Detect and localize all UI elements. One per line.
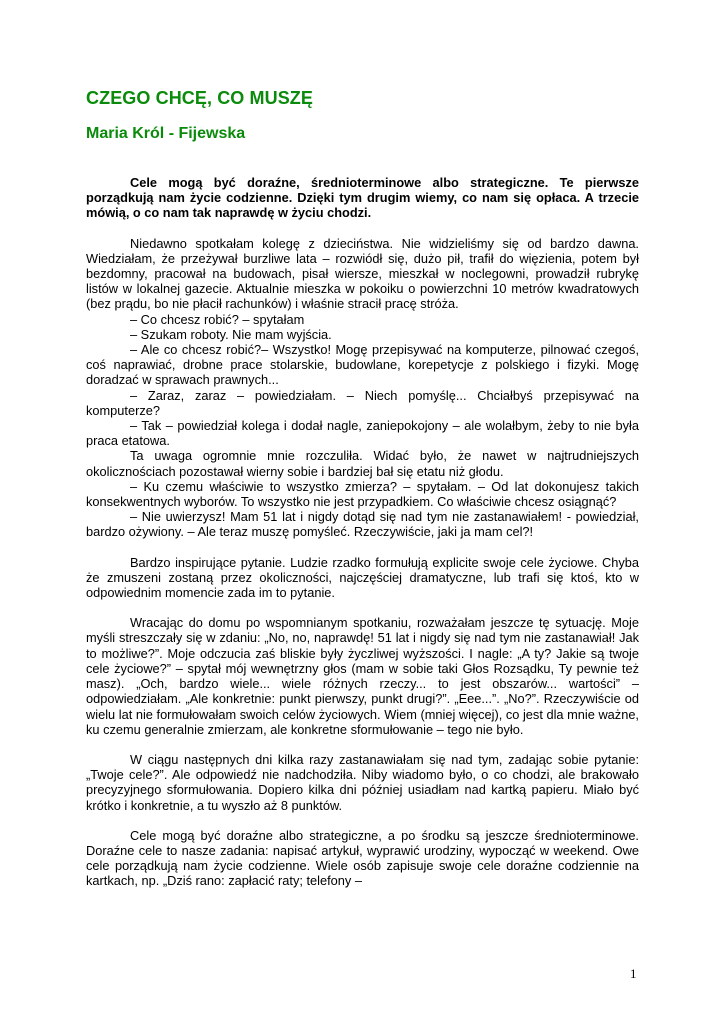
dialogue-line: – Zaraz, zaraz – powiedziałam. – Niech pomyślę... Chciałbyś przepisywać na komputerze? — [86, 387, 639, 418]
dialogue-line: – Tak – powiedział kolega i dodał nagle, zaniepokojony – ale wolałbym, żeby to nie była praca etatowa. — [86, 418, 639, 449]
body-paragraph: Cele mogą być doraźne albo strategiczne, a po środku są jeszcze średnioterminowe. Doraźne cele to nasze zadania: napisać artykuł, wyprawić urodziny, wypocząć w weekend. Owe cele porządkują nam życie codzienne. Wiele osób zapisuje swoje cele doraźne codziennie na kartkach, np. „Dziś rano: zapłacić raty; telefony – — [86, 827, 639, 889]
lead-paragraph: Cele mogą być doraźne, średnioterminowe albo strategiczne. Te pierwsze porządkują nam życie codzienne. Dzięki tym drugim wiemy, co nam się opłaca. A trzecie mówią, o co nam tak naprawdę w życiu chodzi. — [86, 175, 639, 221]
body-paragraph: W ciągu następnych dni kilka razy zastanawiałam się nad tym, zadając sobie pytanie: „Twoje cele?”. Ale odpowiedź nie nadchodziła. Niby wiadomo było, o co chodzi, ale brakowało precyzyjnego sformułowania. Dopiero kilka dni później usiadłam nad kartką papieru. Miało być krótko i konkretnie, a tu wyszło aż 8 punktów. — [86, 751, 639, 813]
page-number: 1 — [630, 966, 637, 981]
body-paragraph: Niedawno spotkałam kolegę z dzieciństwa. Nie widzieliśmy się od bardzo dawna. Wiedziałam, że przeżywał burzliwe lata – rozwiódł się, dużo pił, trafił do więzienia, potem był bezdomny, pracował na budowach, pisał wiersze, mieszkał w noclegowni, prowadził rubrykę listów w lokalnej gazecie. Aktualnie mieszka w pokoiku o powierzchni 10 metrów kwadratowych (bez prądu, bo nie płacił rachunków) i właśnie stracił pracę stróża. — [86, 235, 639, 312]
dialogue-line: – Szukam roboty. Nie mam wyjścia. — [130, 326, 332, 342]
dialogue-line: – Co chcesz robić? – spytałam — [130, 311, 305, 327]
dialogue-line: – Ku czemu właściwie to wszystko zmierza? – spytałam. – Od lat dokonujesz takich konsekwentnych wyborów. To wszystko nie jest przypadkiem. Co właściwie chcesz osiągnąć? — [86, 478, 639, 510]
body-paragraph: Ta uwaga ogromnie mnie rozczuliła. Widać było, że nawet w najtrudniejszych okolicznościach pozostawał wierny sobie i bardziej bał się etatu niż głodu. — [86, 448, 639, 479]
body-paragraph: Bardzo inspirujące pytanie. Ludzie rzadko formułują explicite swoje cele życiowe. Chyba że zmuszeni zostaną przez okoliczności, najczęściej dramatyczne, lub trafi się ktoś, kto w odpowiednim momencie zada im to pytanie. — [86, 554, 639, 601]
article-body — [86, 175, 639, 889]
body-paragraph: Wracając do domu po wspomnianym spotkaniu, rozważałam jeszcze tę sytuację. Moje myśli streszczały się w zdaniu: „No, no, naprawdę! 51 lat i nigdy się nad tym nie zastanawiał! Jak to możliwe?”. Moje odczucia zaś bliskie były życzliwej wyższości. I nagle: „A ty? Jakie są twoje cele życiowe?” – spytał mój wewnętrzny głos (mam w sobie taki Głos Rozsądku, Ty pewnie też masz). „Och, bardzo wiele... wiele różnych rzeczy... to jest obszarów... wartości” – odpowiedziałam. „Ale konkretnie: punkt pierwszy, punkt drugi?”. „Eee...”. „No?”. Rzeczywiście od wielu lat nie formułowałam swoich celów życiowych. Wiem (mniej więcej), co jest dla mnie ważne, ku czemu generalnie zmierzam, ale konkretne sformułowanie – tego nie było. — [86, 615, 639, 737]
dialogue-line: – Nie uwierzysz! Mam 51 lat i nigdy dotąd się nad tym nie zastanawiałem! - powiedział, bardzo ożywiony. – Ale teraz muszę pomyśleć. Rzeczywiście, jaki ja mam cel?! — [86, 509, 639, 540]
article-title: CZEGO CHCĘ, CO MUSZĘ — [86, 88, 314, 108]
dialogue-line: – Ale co chcesz robić?– Wszystko! Mogę przepisywać na komputerze, pilnować czegoś, coś naprawiać, drobne prace stolarskie, budowlane, korepetycje z polskiego i fizyki. Mogę doradzać w sprawach prawnych... — [86, 342, 639, 388]
article-author: Maria Król - Fijewska — [86, 125, 246, 142]
